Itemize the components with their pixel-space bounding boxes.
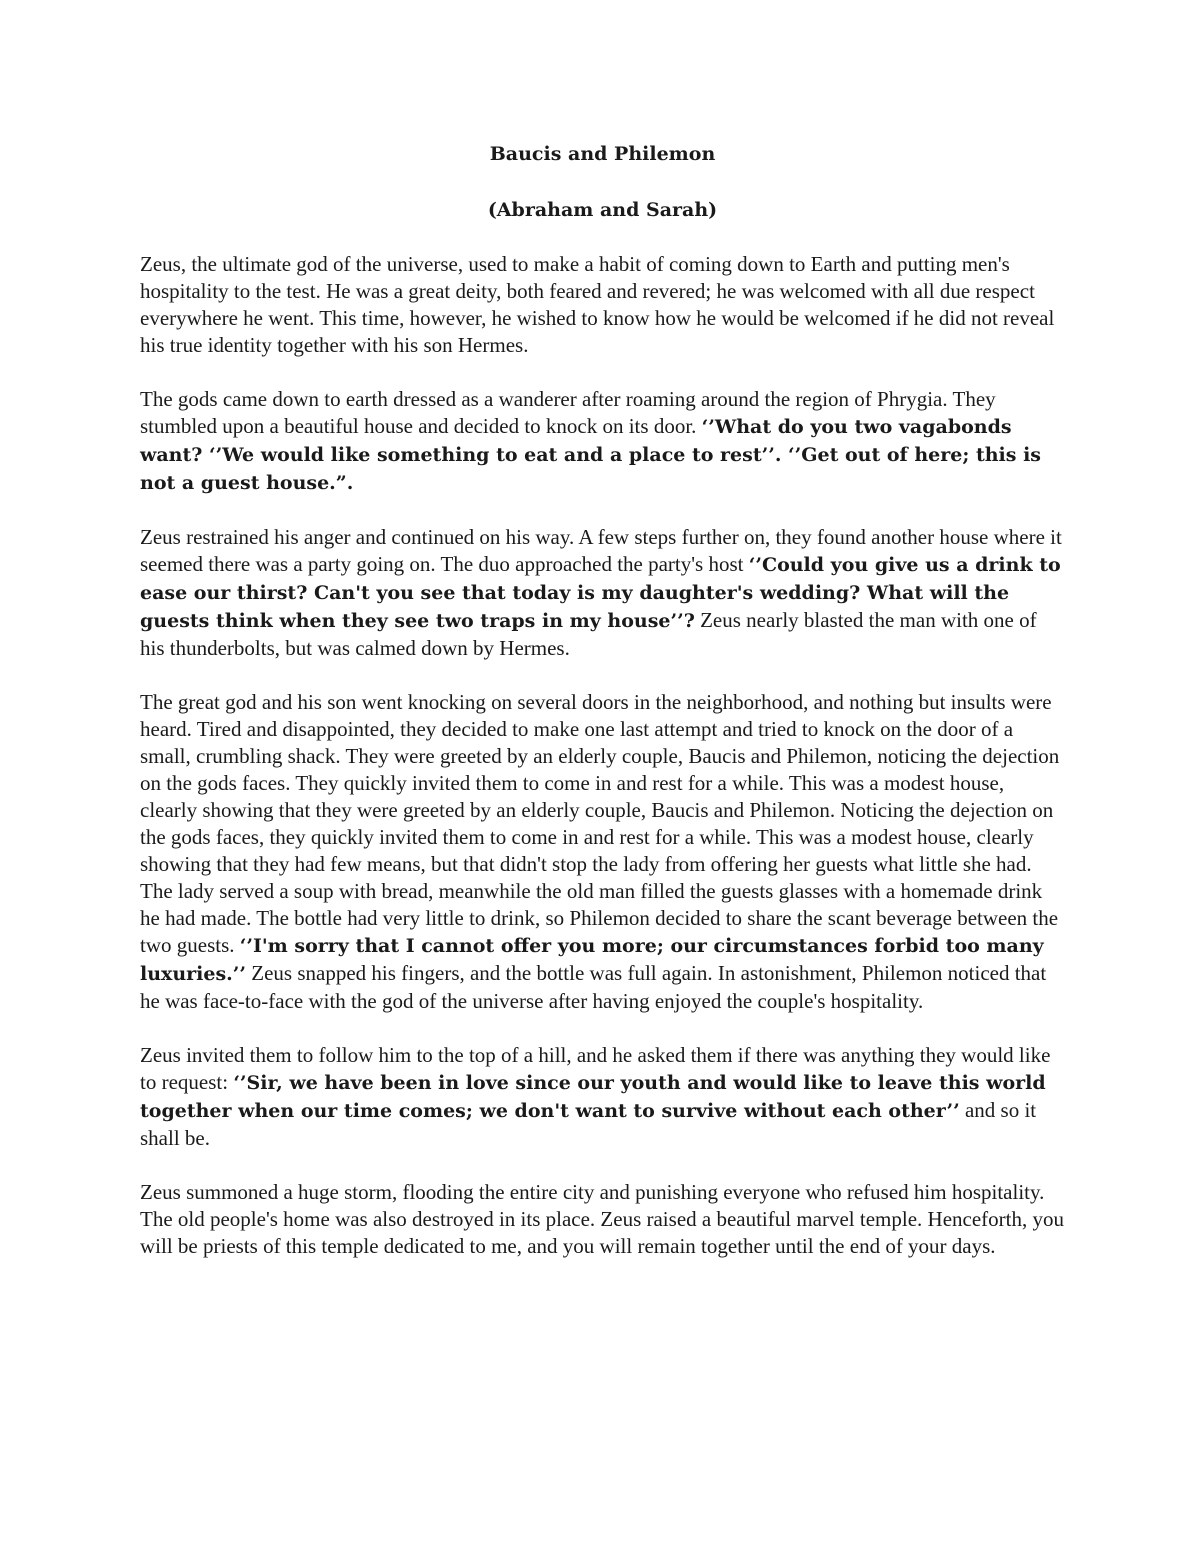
bold-dialogue: ‘’What do you two vagabonds want? ‘’We would like something to eat and a place to rest’’. ‘’Get out of here; this is not a guest house.”. [140, 416, 1041, 494]
document-page [140, 140, 1065, 1260]
paragraph-text: The gods came down to earth dressed as a wanderer after roaming around the region of Phrygia. They stumbled upon a beautiful house and decided to knock on its door. [140, 387, 996, 438]
paragraph-text: Zeus nearly blasted the man with one of his thunderbolts, but was calmed down by Hermes. [140, 608, 1037, 660]
document-body [140, 251, 1065, 1260]
paragraph-3 [140, 524, 1065, 662]
paragraph-2 [140, 386, 1065, 497]
paragraph-4 [140, 689, 1065, 1015]
document-title: Baucis and Philemon [489, 143, 716, 165]
document-subtitle: (Abraham and Sarah) [487, 199, 718, 221]
paragraph-text: The great god and his son went knocking on several doors in the neighborhood, and nothing but insults were heard. Tired and disappointed, they decided to make one last attempt and tried to knock on the door of a small, crumbling shack. They were greeted by an elderly couple, Baucis and Philemon, noticing the dejection on the gods faces. They quickly invited them to come in and rest for a while. This was a modest house, clearly showing that they were greeted by an elderly couple, Baucis and Philemon. Noticing the dejection on the gods faces, they quickly invited them to come in and rest for a while. This was a modest house, clearly showing that they had few means, but that didn't stop the lady from offering her guests what little she had. The lady served a soup with bread, meanwhile the old man filled the guests glasses with a homemade drink he had made. The bottle had very little to drink, so Philemon decided to share the scant beverage between the two guests. [140, 690, 1060, 957]
paragraph-text: Zeus restrained his anger and continued on his way. A few steps further on, they found another house where it seemed there was a party going on. The duo approached the party's host [140, 525, 1062, 576]
bold-dialogue: ‘’Could you give us a drink to ease our thirst? Can't you see that today is my daughter's wedding? What will the guests think when they see two traps in my house’’? [140, 554, 1061, 632]
paragraph-5 [140, 1042, 1065, 1152]
paragraph-text: Zeus, the ultimate god of the universe, used to make a habit of coming down to Earth and putting men's hospitality to the test. He was a great deity, both feared and revered; he was welcomed with all due respect everywhere he went. This time, however, he wished to know how he would be welcomed if he did not reveal his true identity together with his son Hermes. [140, 252, 1055, 357]
paragraph-1 [140, 251, 1065, 359]
paragraph-text: Zeus invited them to follow him to the top of a hill, and he asked them if there was anything they would like to request: [140, 1043, 1051, 1094]
bold-dialogue: ‘’I'm sorry that I cannot offer you more; our circumstances forbid too many luxuries.’’ [140, 935, 1044, 985]
paragraph-6 [140, 1179, 1065, 1260]
bold-dialogue: ‘’Sir, we have been in love since our youth and would like to leave this world together when our time comes; we don't want to survive without each other’’ [140, 1072, 1046, 1122]
paragraph-text: and so it shall be. [140, 1098, 1037, 1150]
paragraph-text: Zeus summoned a huge storm, flooding the entire city and punishing everyone who refused him hospitality. The old people's home was also destroyed in its place. Zeus raised a beautiful marvel temple. Henceforth, you will be priests of this temple dedicated to me, and you will remain together until the end of your days. [140, 1180, 1064, 1258]
paragraph-text: Zeus snapped his fingers, and the bottle was full again. In astonishment, Philemon noticed that he was face-to-face with the god of the universe after having enjoyed the couple's hospitality. [140, 961, 1047, 1013]
